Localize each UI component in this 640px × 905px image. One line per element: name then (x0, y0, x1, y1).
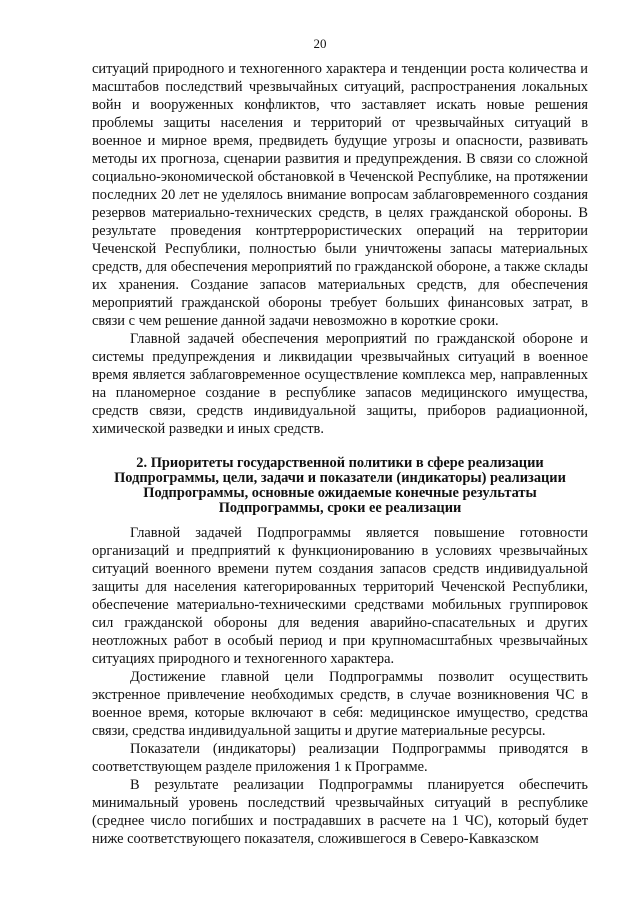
paragraph: Главной задачей Подпрограммы является повышение готовности организаций и предприятий к функционированию в условиях чрезвычайных ситуаций военного времени путем создания запасов средств индивидуальной защиты для населения категорированных территорий Чеченской Республики, обеспечение материально-техническими средствами мобильных группировок сил гражданской обороны для ведения аварийно-спасательных и других неотложных работ в особый период и при крупномасштабных чрезвычайных ситуациях природного и техногенного характера. (92, 525, 588, 667)
page-number: 20 (313, 36, 327, 51)
paragraph: В результате реализации Подпрограммы планируется обеспечить минимальный уровень последствий чрезвычайных ситуаций в республике (среднее число погибших и пострадавших в расчете на 1 ЧС), который будет ниже соответствующего показателя, сложившегося в Северо-Кавказском (92, 777, 588, 847)
document-body (92, 60, 588, 848)
paragraph: Показатели (индикаторы) реализации Подпрограммы приводятся в соответствующем разделе приложения 1 к Программе. (92, 741, 588, 775)
paragraph: Главной задачей обеспечения мероприятий по гражданской обороне и системы предупреждения и ликвидации чрезвычайных ситуаций в военное время является заблаговременное осуществление комплекса мер, направленных на планомерное создание в республике запасов медицинского имущества, средств связи, средств индивидуальной защиты, приборов радиационной, химической разведки и иных средств. (92, 331, 588, 437)
paragraph: Достижение главной цели Подпрограммы позволит осуществить экстренное привлечение необходимых средств, в случае возникновения ЧС в военное время, которые включают в себя: медицинское имущество, средства связи, средства индивидуальной защиты и другие материальные ресурсы. (92, 669, 588, 739)
section-heading: 2. Приоритеты государственной политики в сфере реализации Подпрограммы, цели, задачи и показатели (индикаторы) реализации Подпрограммы, основные ожидаемые конечные результаты Подпрограммы, сроки ее реализации (114, 455, 566, 516)
paragraph-continued: ситуаций природного и техногенного характера и тенденции роста количества и масштабов последствий чрезвычайных ситуаций, распространения локальных войн и вооруженных конфликтов, что заставляет искать новые решения проблемы защиты населения и территорий от чрезвычайных ситуаций в военное и мирное время, предвидеть будущие угрозы и опасности, развивать методы их прогноза, сценарии развития и предупреждения. В связи со сложной социально-экономической обстановкой в Чеченской Республике, на протяжении последних 20 лет не уделялось внимание вопросам заблаговременного создания резервов материально-технических средств, в целях гражданской обороны. В результате проведения контртеррористических операций на территории Чеченской Республики, полностью были уничтожены запасы материальных средств, для обеспечения мероприятий по гражданской обороне, а также склады их хранения. Создание запасов материальных средств, для обеспечения мероприятий гражданской обороны требует больших финансовых затрат, в связи с чем решение данной задачи невозможно в короткие сроки. (92, 61, 588, 329)
